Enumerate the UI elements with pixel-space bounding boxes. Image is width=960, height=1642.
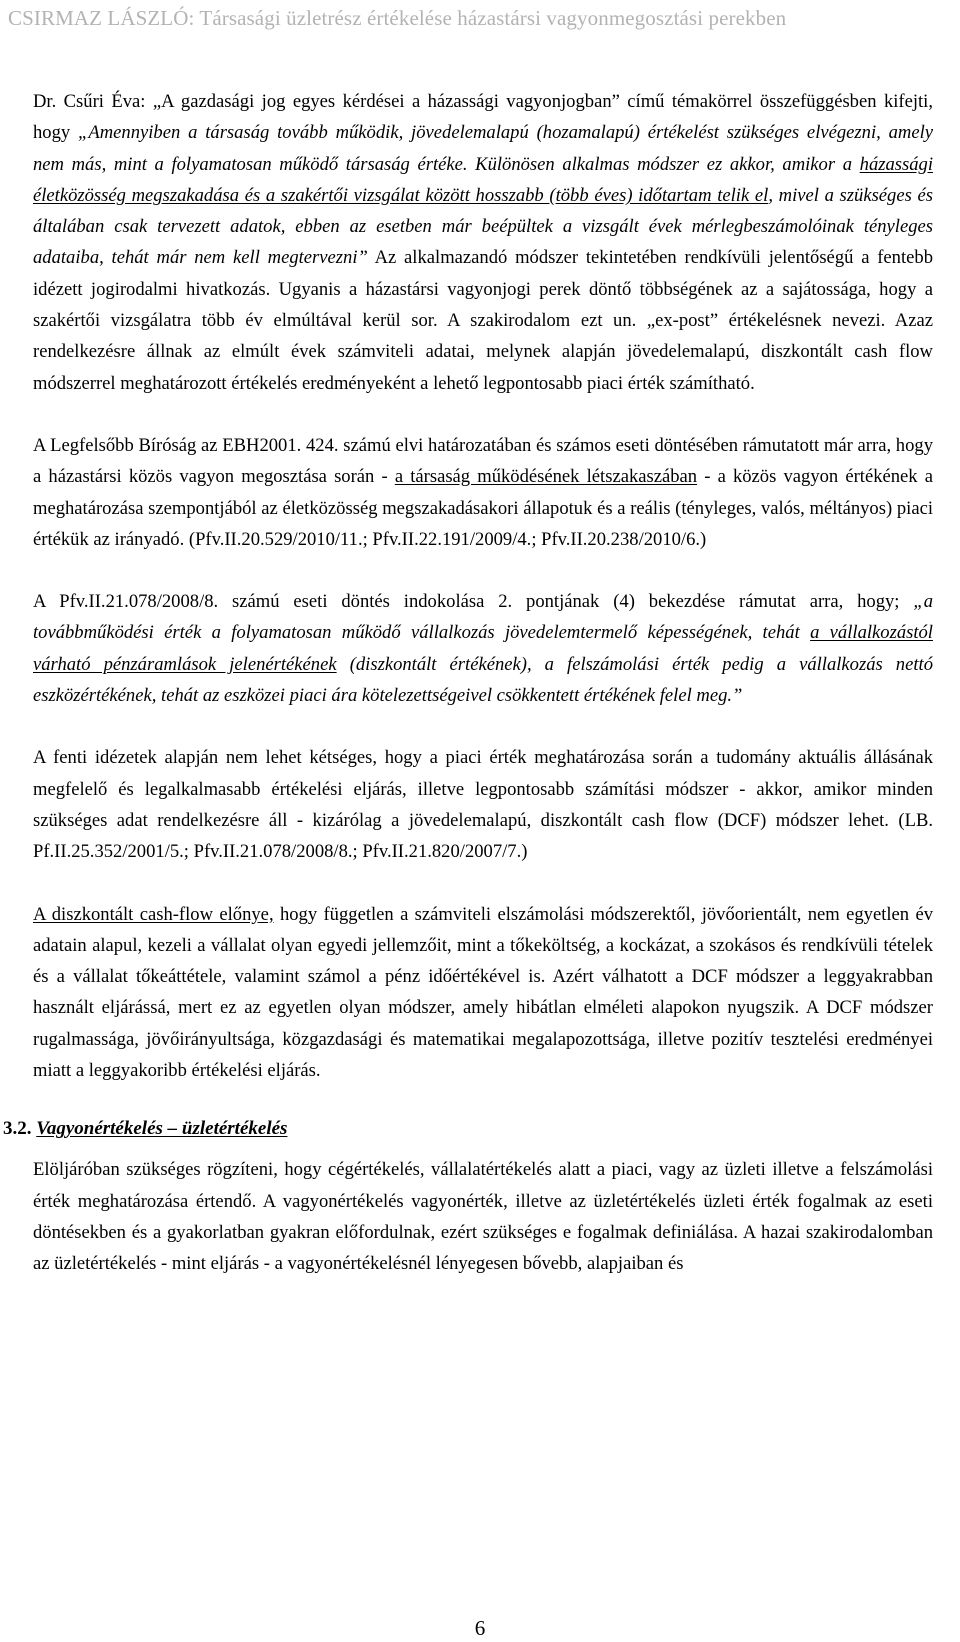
running-title: CSIRMAZ LÁSZLÓ: Társasági üzletrész értékelése házastársi vagyonmegosztási perekben [8, 6, 787, 30]
text-run: Dr. Csűri Éva: „A gazdasági jog egyes kérdései a házassági vagyonjogban” című témakörrel összefüggésben kifejti, hogy [33, 91, 933, 144]
underlined-lead: A diszkontált cash-flow előnye, [33, 903, 274, 925]
paragraph-legfelsobb-birosag: A Legfelsőbb Bíróság az EBH2001. 424. számú elvi határozatában és számos eseti döntésében rámutatott már arra, hogy a házastársi közös vagyon megosztása során - a társaság működésének létszakaszában - a közös vagyon értékének a meghatározása szempontjából az életközösség megszakadásakori állapotuk és a reális (tényleges, valós, méltányos) piaci értékük az irányadó. (Pfv.II.20.529/2010/11.; Pfv.II.22.191/2009/4.; Pfv.II.20.238/2010/6.) [33, 434, 933, 550]
paragraph-pfv-decision: A Pfv.II.21.078/2008/8. számú eseti döntés indokolása 2. pontjának (4) bekezdése rámutat arra, hogy; „a továbbműködési érték a folyamatosan működő vállalkozás jövedelemtermelő képességének, tehát a vállalkozástól várható pénzáramlások jelenértékének (diszkontált értékének), a felszámolási érték pedig a vállalkozás nettó eszközértékének, tehát az eszközei piaci ára kötelezettségeivel csökkentett értékének felel meg.” [33, 591, 933, 707]
page-number: 6 [474, 1616, 486, 1640]
page-body [3, 86, 934, 1280]
text-run: Az alkalmazandó módszer tekintetében rendkívüli jelentőségű a fentebb idézett jogirodalmi hivatkozás. Ugyanis a házastársi vagyonjogi perek döntő többségének az a sajátossága, hogy a szakértői vizsgálatra több év elmúltával kerül sor. A szakirodalom ezt un. „ex-post” értékelésnek nevezi. Azaz rendelkezésre állnak az elmúlt évek számviteli adatai, melynek alapján jövedelemalapú, diszkontált cash flow módszerrel meghatározott értékelés eredményeként a lehető legpontosabb piaci érték számítható. [33, 247, 933, 394]
running-header [0, 0, 960, 40]
paragraph-conclusion: A fenti idézetek alapján nem lehet kétséges, hogy a piaci érték meghatározása során a tudomány aktuális állásának megfelelő és legalkalmasabb értékelési eljárás, illetve legpontosabb számítási módszer - akkor, amikor minden szükséges adat rendelkezésre áll - kizárólag a jövedelemalapú, diszkontált cash flow (DCF) módszer lehet. (LB. Pf.II.25.352/2001/5.; Pfv.II.21.078/2008/8.; Pfv.II.21.820/2007/7.) [33, 747, 933, 863]
underlined-quote: házassági életközösség megszakadása és a szakértői vizsgálat között hosszabb (több éves) időtartam telik el [33, 153, 933, 206]
section-title: Vagyonértékelés – üzletértékelés [36, 1118, 288, 1140]
underlined-quote: a vállalkozástól várható pénzáramlások jelenértékének [33, 622, 933, 675]
italic-quote: „Amennyiben a társaság tovább működik, jövedelemalapú (hozamalapú) értékelést szükséges elvégezni, amely nem más, mint a folyamatosan működő társaság értéke. Különösen alkalmas módszer ez akkor, amikor a házassági életközösség megszakadása és a szakértői vizsgálat között hosszabb (több éves) időtartam telik el, mivel a szükséges és általában csak tervezett adatok, ebben az esetben már beépültek a vizsgált évek mérlegbeszámolóinak tényleges adataiba, tehát már nem kell megtervezni” [33, 122, 934, 269]
paragraph-dcf-advantage: A diszkontált cash-flow előnye, hogy független a számviteli elszámolási módszerektől, jövőorientált, nem egyetlen év adatain alapul, kezeli a vállalat olyan egyedi jellemzőit, mint a tőkeköltség, a kockázat, a szokásos és rendkívüli tételek és a vállalat tőkeáttétele, valamint számol a pénz időértékével is. Azért válhatott a DCF módszer a leggyakrabban használt eljárássá, mert ez az egyetlen olyan módszer, amely hibátlan elméleti alapokon nyugszik. A DCF módszer rugalmassága, jövőirányultsága, közgazdasági és matematikai megalapozottsága, illetve pozitív tesztelési eredményei miatt a leggyakoribb értékelési eljárás. [33, 903, 933, 1082]
section-number: 3.2. [3, 1118, 32, 1140]
italic-quote: „a továbbműködési érték a folyamatosan működő vállalkozás jövedelemtermelő képességének, tehát a vállalkozástól várható pénzáramlások jelenértékének (diszkontált értékének), a felszámolási érték pedig a vállalkozás nettó eszközértékének, tehát az eszközei piaci ára kötelezettségeivel csökkentett értékének felel meg.” [33, 591, 933, 707]
paragraph-introduction: Elöljáróban szükséges rögzíteni, hogy cégértékelés, vállalatértékelés alatt a piaci, vagy az üzleti illetve a felszámolási érték meghatározása értendő. A vagyonértékelés vagyonérték, illetve az üzletértékelés üzleti érték fogalmak az eseti döntésekben és a gyakorlatban gyakran előfordulnak, ezért szükséges e fogalmak definiálása. A hazai szakirodalomban az üzletértékelés - mint eljárás - a vagyonértékelésnél lényegesen bővebb, alapjaiban és [33, 1159, 933, 1275]
section-heading [3, 1114, 933, 1144]
underlined-phrase: a társaság működésének létszakaszában [394, 466, 698, 488]
paragraph-csuri-quote [33, 86, 933, 399]
